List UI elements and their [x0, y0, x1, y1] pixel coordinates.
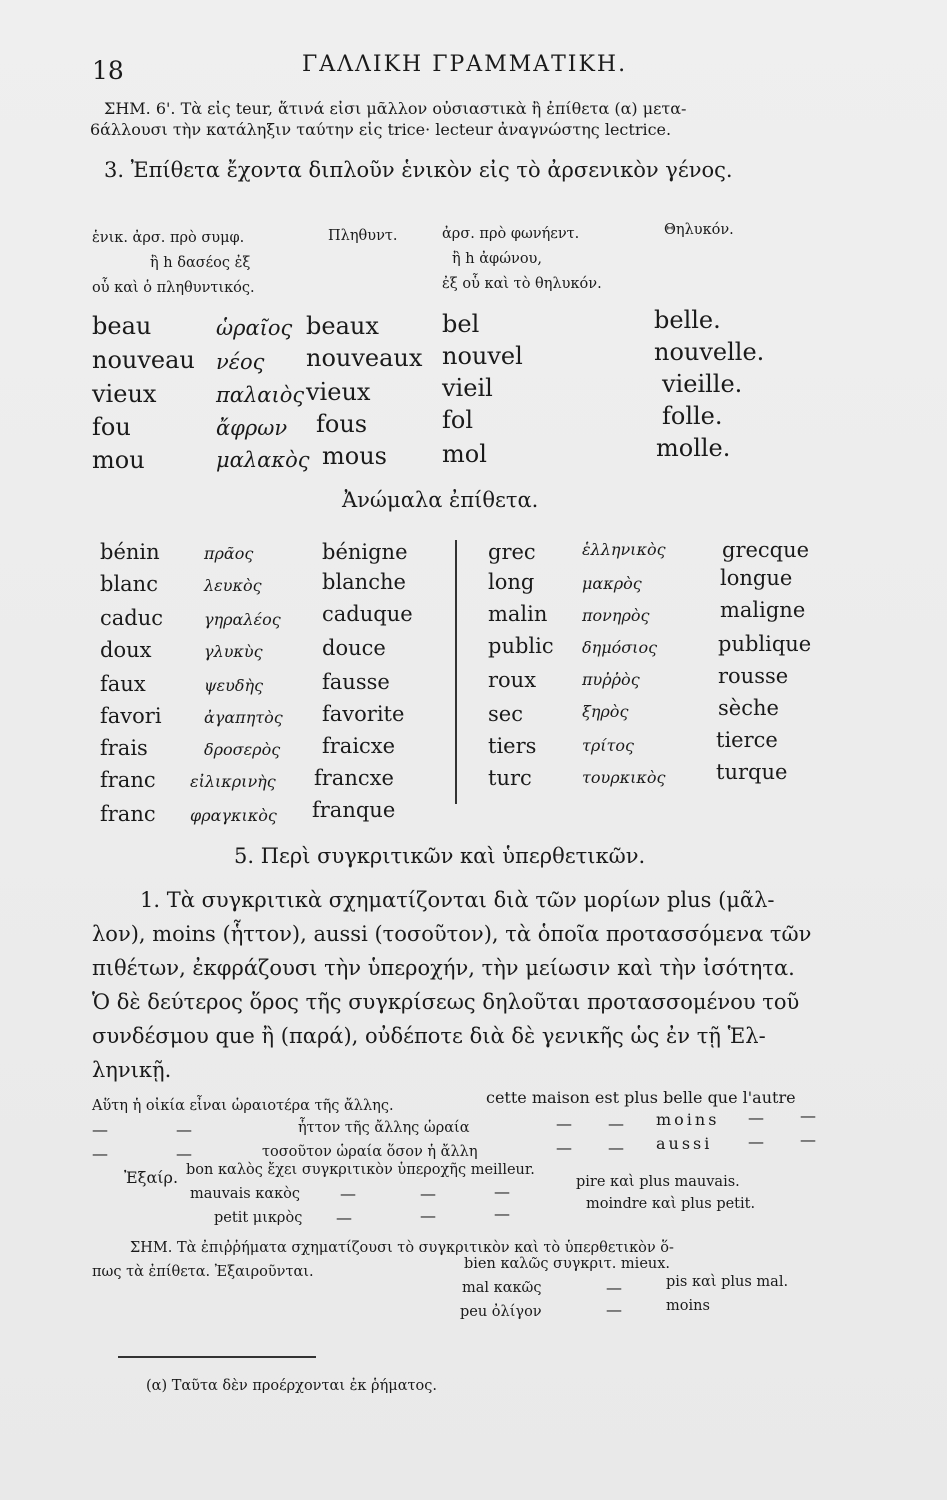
sub-left-2: οὗ καὶ ὁ πληθυντικός.: [92, 280, 255, 296]
irr-greek: τρίτος: [582, 736, 634, 755]
exception-3-left: petit μικρὸς: [214, 1210, 303, 1226]
exception-1: bon καλὸς ἔχει συγκριτικὸν ὑπεροχῆς meilleur.: [186, 1162, 535, 1178]
adverb-1: bien καλῶς συγκριτ. mieux.: [464, 1256, 671, 1272]
row-greek: παλαιὸς: [216, 383, 305, 407]
irr-fem: tierce: [716, 728, 778, 752]
dash: —: [92, 1120, 108, 1139]
irr-greek: δροσερὸς: [204, 740, 281, 759]
example3-greek: τοσοῦτον ὡραία ὅσον ἡ ἄλλη: [262, 1144, 478, 1160]
note1-line1: ΣΗΜ. 6'. Τὰ εἰς teur, ἅτινά εἰσι μᾶλλον οὐσιαστικὰ ἢ ἐπίθετα (α) μετα-: [104, 99, 687, 118]
example1-greek: Αὕτη ἡ οἰκία εἶναι ὡραιοτέρα τῆς ἄλλης.: [92, 1098, 394, 1114]
colhead-plural: Πληθυντ.: [328, 228, 398, 244]
section5-heading: 5. Περὶ συγκριτικῶν καὶ ὑπερθετικῶν.: [234, 844, 646, 868]
irr-masc: caduc: [100, 606, 164, 630]
row-greek: ὡραῖος: [216, 316, 293, 340]
irr-greek: γλυκὺς: [204, 642, 263, 661]
dash: —: [748, 1132, 764, 1151]
irr-fem: rousse: [718, 664, 789, 688]
irregular-heading: Ἀνώμαλα ἐπίθετα.: [342, 488, 539, 512]
irr-greek: ψευδὴς: [204, 676, 264, 695]
dash: —: [92, 1144, 108, 1163]
page-number: 18: [92, 56, 124, 85]
row-vowel: nouvel: [442, 342, 523, 370]
irr-fem: franque: [312, 798, 396, 822]
irr-greek: λευκὸς: [204, 576, 262, 595]
irr-fem: sèche: [718, 696, 779, 720]
row-vowel: mol: [442, 440, 487, 468]
dash: —: [176, 1120, 192, 1139]
dash: —: [606, 1300, 622, 1319]
note1-line2: 6άλλουσι τὴν κατάληξιν ταύτην εἰς trice· lecteur ἀναγνώστης lectrice.: [90, 120, 672, 139]
row-fem: belle.: [654, 306, 721, 334]
irr-fem: fausse: [322, 670, 390, 694]
irr-fem: turque: [716, 760, 788, 784]
exception-2-left: mauvais κακὸς: [190, 1186, 301, 1202]
irr-fem: douce: [322, 636, 386, 660]
irr-greek: φραγκικὸς: [190, 806, 277, 825]
irr-masc: malin: [488, 602, 548, 626]
row-plur: vieux: [306, 378, 371, 406]
irr-masc: franc: [100, 802, 156, 826]
row-vowel: fol: [442, 406, 474, 434]
row-sing: vieux: [92, 380, 157, 408]
irr-fem: publique: [718, 632, 812, 656]
irr-masc: doux: [100, 638, 152, 662]
dash: —: [606, 1278, 622, 1297]
irr-greek: μακρὸς: [582, 574, 642, 593]
irr-greek: εἰλικρινὴς: [190, 772, 276, 791]
irr-masc: franc: [100, 768, 156, 792]
adverb-3-right: moins: [666, 1298, 710, 1314]
irr-masc: favori: [100, 704, 162, 728]
exception-2-right: pire καὶ plus mauvais.: [576, 1174, 740, 1190]
row-fem: nouvelle.: [654, 338, 765, 366]
para-line: πιθέτων, ἐκφράζουσι τὴν ὑπεροχήν, τὴν μείωσιν καὶ τὴν ἰσότητα.: [92, 956, 795, 980]
row-sing: mou: [92, 446, 145, 474]
exception-3-right: moindre καὶ plus petit.: [586, 1196, 756, 1212]
irr-fem: caduque: [322, 602, 413, 626]
colhead-vowel: ἀρσ. πρὸ φωνήεντ.: [442, 226, 580, 242]
irr-fem: francxe: [314, 766, 394, 790]
dash: —: [494, 1204, 510, 1223]
adverb-2-right: pis καὶ plus mal.: [666, 1274, 789, 1290]
irr-fem: favorite: [322, 702, 405, 726]
dash: —: [420, 1184, 436, 1203]
adverb-3-left: peu ὀλίγον: [460, 1304, 542, 1320]
row-plur: mous: [322, 442, 387, 470]
row-sing: nouveau: [92, 346, 195, 374]
row-plur: fous: [316, 410, 368, 438]
irr-fem: longue: [720, 566, 793, 590]
dash: —: [748, 1108, 764, 1127]
para-line: Ὁ δὲ δεύτερος ὅρος τῆς συγκρίσεως δηλοῦται προτασσομένου τοῦ: [92, 990, 800, 1014]
running-title: ΓΑΛΛΙΚΗ ΓΡΑΜΜΑΤΙΚΗ.: [302, 52, 628, 77]
irr-greek: πυῤῥὸς: [582, 670, 640, 689]
colhead-feminine: Θηλυκόν.: [664, 222, 734, 238]
irr-greek: γηραλέος: [204, 610, 281, 629]
irr-masc: faux: [100, 672, 146, 696]
example2-greek: ἧττον τῆς ἄλλης ὡραία: [298, 1120, 470, 1136]
irr-masc: grec: [488, 540, 536, 564]
footnote-text: (α) Ταῦτα δὲν προέρχονται ἐκ ῥήματος.: [146, 1378, 437, 1394]
row-fem: folle.: [662, 402, 723, 430]
irr-fem: maligne: [720, 598, 806, 622]
row-fem: vieille.: [662, 370, 743, 398]
dash: —: [420, 1206, 436, 1225]
irr-masc: long: [488, 570, 535, 594]
sub-left-1: ἢ h δασέος ἐξ: [150, 255, 251, 271]
irr-masc: roux: [488, 668, 537, 692]
irr-fem: grecque: [722, 538, 810, 562]
irr-fem: blanche: [322, 570, 406, 594]
irr-greek: πονηρὸς: [582, 606, 650, 625]
para-line: ληνικῇ.: [92, 1058, 172, 1082]
dash: —: [608, 1138, 624, 1157]
irr-masc: tiers: [488, 734, 537, 758]
irr-masc: sec: [488, 702, 523, 726]
dash: —: [800, 1106, 816, 1125]
adverb-2-left: mal κακῶς: [462, 1280, 542, 1296]
dash: —: [556, 1138, 572, 1157]
note2-line2: πως τὰ ἐπίθετα. Ἐξαιροῦνται.: [92, 1264, 314, 1280]
row-fem: molle.: [656, 434, 731, 462]
irr-fem: fraicxe: [322, 734, 396, 758]
dash: —: [556, 1114, 572, 1133]
colhead-singular: ἑνικ. ἀρσ. πρὸ συμφ.: [92, 230, 245, 246]
irr-masc: blanc: [100, 572, 158, 596]
para-line: λον), moins (ἧττον), aussi (τοσοῦτον), τὰ ὁποῖα προτασσόμενα τῶν: [92, 922, 812, 946]
dash: —: [176, 1144, 192, 1163]
row-greek: μαλακὸς: [216, 448, 310, 472]
irr-greek: ξηρὸς: [582, 702, 629, 721]
irr-greek: δημόσιος: [582, 638, 658, 657]
row-plur: nouveaux: [306, 344, 423, 372]
irr-masc: public: [488, 634, 554, 658]
footnote-rule: [118, 1356, 316, 1358]
dash: —: [494, 1182, 510, 1201]
exception-label: Ἐξαίρ.: [124, 1168, 179, 1187]
row-greek: νέος: [216, 350, 265, 374]
note2-line1: ΣΗΜ. Τὰ ἐπιῤῥήματα σχηματίζουσι τὸ συγκριτικὸν καὶ τὸ ὑπερθετικὸν ὅ-: [130, 1240, 674, 1256]
irr-fem: bénigne: [322, 540, 408, 564]
irr-masc: turc: [488, 766, 532, 790]
dash: —: [340, 1184, 356, 1203]
example1-french: cette maison est plus belle que l'autre: [486, 1088, 796, 1107]
example3-french: aussi: [656, 1134, 713, 1153]
row-vowel: bel: [442, 310, 480, 338]
row-plur: beaux: [306, 312, 379, 340]
sub-right-1: ἢ h ἀφώνου,: [452, 251, 542, 267]
irr-greek: πρᾶος: [204, 544, 254, 563]
row-sing: beau: [92, 312, 152, 340]
irr-masc: bénin: [100, 540, 160, 564]
column-divider: [455, 540, 457, 804]
irr-greek: ἑλληνικὸς: [582, 540, 666, 559]
para-line: συνδέσμου que ἢ (παρά), οὐδέποτε διὰ δὲ γενικῆς ὡς ἐν τῇ Ἑλ-: [92, 1024, 766, 1048]
row-greek: ἄφρων: [216, 416, 288, 440]
dash: —: [608, 1114, 624, 1133]
dash: —: [336, 1208, 352, 1227]
row-sing: fou: [92, 413, 131, 441]
dash: —: [800, 1130, 816, 1149]
irr-greek: ἀγαπητὸς: [204, 708, 283, 727]
para-line: 1. Τὰ συγκριτικὰ σχηματίζονται διὰ τῶν μορίων plus (μᾶλ-: [140, 888, 775, 912]
row-vowel: vieil: [442, 374, 493, 402]
example2-french: moins: [656, 1110, 720, 1129]
section3-heading: 3. Ἐπίθετα ἔχοντα διπλοῦν ἑνικὸν εἰς τὸ ἀρσενικὸν γένος.: [104, 158, 733, 182]
sub-right-2: ἐξ οὗ καὶ τὸ θηλυκόν.: [442, 276, 602, 292]
irr-greek: τουρκικὸς: [582, 768, 666, 787]
irr-masc: frais: [100, 736, 148, 760]
